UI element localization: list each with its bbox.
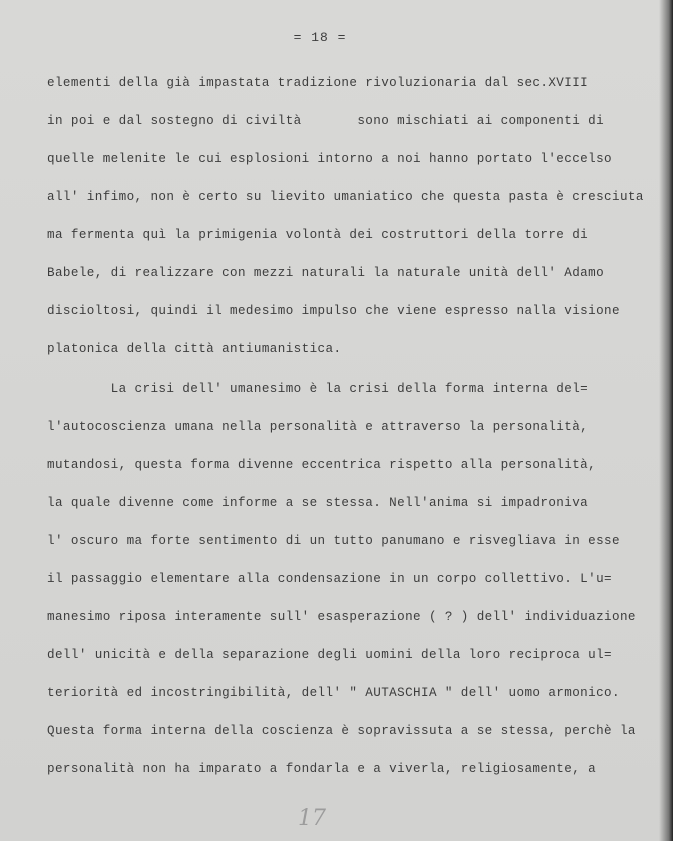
page-number: = 18 = — [293, 30, 347, 45]
text-line: ma fermenta quì la primigenia volontà dei costruttori della torre di — [47, 228, 589, 242]
handwritten-page-mark: 17 — [298, 806, 326, 831]
text-line: manesimo riposa interamente sull' esasperazione ( ? ) dell' individuazione — [47, 610, 636, 624]
text-line: La crisi dell' umanesimo è la crisi della forma interna del= — [47, 382, 589, 396]
text-line: elementi della già impastata tradizione rivoluzionaria dal sec.XVIII — [47, 76, 589, 90]
text-line: in poi e dal sostegno di civiltà sono mischiati ai componenti di — [47, 114, 605, 128]
text-line: all' infimo, non è certo su lievito umaniatico che questa pasta è cresciuta — [47, 190, 644, 204]
text-line: personalità non ha imparato a fondarla e a viverla, religiosamente, a — [47, 762, 597, 776]
text-line: mutandosi, questa forma divenne eccentrica rispetto alla personalità, — [47, 458, 597, 472]
text-line: discioltosi, quindi il medesimo impulso che viene espresso nalla visione — [47, 304, 620, 318]
text-line: Babele, di realizzare con mezzi naturali la naturale unità dell' Adamo — [47, 266, 605, 280]
text-line: il passaggio elementare alla condensazione in un corpo collettivo. L'u= — [47, 572, 612, 586]
text-line: dell' unicità e della separazione degli uomini della loro reciproca ul= — [47, 648, 612, 662]
page-edge-shadow — [659, 0, 673, 841]
text-line: l' oscuro ma forte sentimento di un tutto panumano e risvegliava in esse — [47, 534, 620, 548]
text-line: l'autocoscienza umana nella personalità e attraverso la personalità, — [47, 420, 589, 434]
text-line: platonica della città antiumanistica. — [47, 342, 342, 356]
text-line: teriorità ed incostringibilità, dell' " AUTASCHIA " dell' uomo armonico. — [47, 686, 620, 700]
text-line: Questa forma interna della coscienza è sopravissuta a se stessa, perchè la — [47, 724, 636, 738]
text-line: la quale divenne come informe a se stessa. Nell'anima si impadroniva — [47, 496, 589, 510]
text-line: quelle melenite le cui esplosioni intorno a noi hanno portato l'eccelso — [47, 152, 612, 166]
